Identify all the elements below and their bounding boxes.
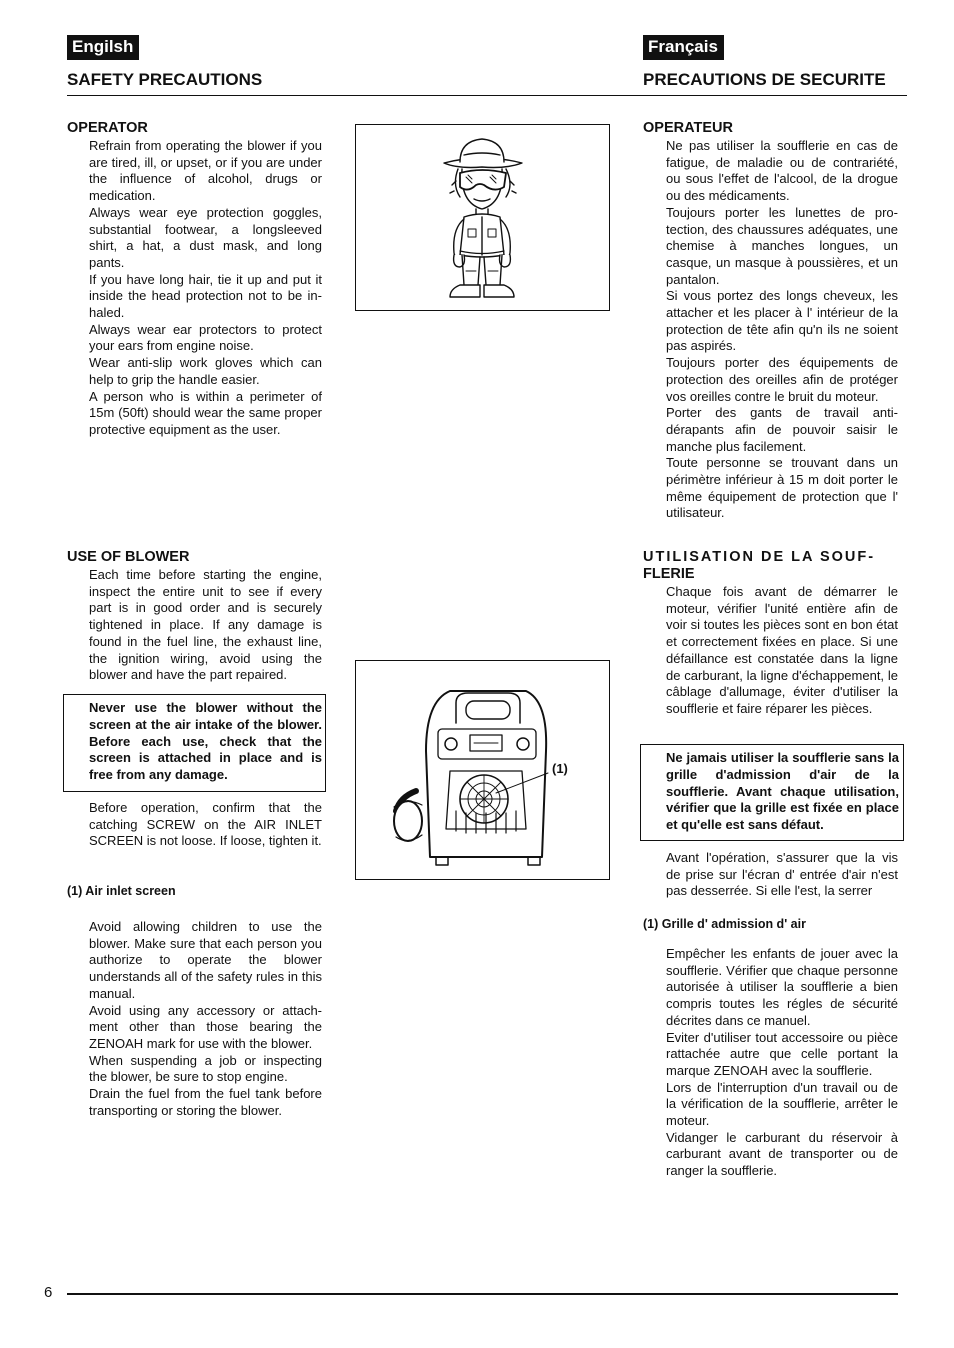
caption-fr: (1) Grille d' admission d' air bbox=[643, 917, 806, 931]
use-text-en bbox=[89, 567, 322, 684]
warning-text-en: Never use the blower without the screen at the air intake of the blower. Before each use, check that the screen is attached in place and is free from any damage. bbox=[89, 700, 322, 783]
use-heading-fr-line1: UTILISATION DE LA SOUF- bbox=[643, 549, 876, 565]
paragraph: Before operation, confirm that the catching SCREW on the AIR INLET SCREEN is not loose. If loose, tighten it. bbox=[89, 800, 322, 849]
section-title-english: SAFETY PRECAUTIONS bbox=[67, 70, 263, 89]
warning-box-en bbox=[63, 694, 326, 792]
operator-text-en bbox=[89, 138, 322, 439]
paragraph: Always wear ear protectors to protect your ears from engine noise. bbox=[89, 321, 322, 354]
paragraph: When suspending a job or inspecting the blower, be sure to stop engine. bbox=[89, 1052, 322, 1085]
paragraph: Eviter d'utiliser tout accessoire ou pièce rattachée autre que celle portant la marque ZENOAH avec la soufflerie. bbox=[666, 1029, 898, 1078]
paragraph: Drain the fuel from the fuel tank before transporting or storing the blower. bbox=[89, 1086, 322, 1118]
language-tag-french: Français bbox=[643, 35, 724, 60]
operator-heading-en: OPERATOR bbox=[67, 120, 148, 136]
paragraph: Toujours porter les lunettes de pro-tection, des chaussures adéquates, une chemise à manches longues, un casque, un masque à poussières, et un pantalon. bbox=[666, 204, 898, 287]
figure-label: (1) bbox=[552, 761, 568, 776]
paragraph: Avoid using any accessory or attach-ment other than those bearing the ZENOAH mark for use with the blower. bbox=[89, 1002, 322, 1051]
paragraph: Si vous portez des longs cheveux, les attacher et les placer à l' intérieur de la protection de tête afin qu'n ils ne soient pas aspirés. bbox=[666, 288, 898, 354]
operator-heading-fr: OPERATEUR bbox=[643, 120, 733, 136]
operator-text-fr bbox=[666, 138, 898, 522]
blower-illustration bbox=[355, 660, 610, 880]
paragraph: Lors de l'interruption d'un travail ou de la vérification de la soufflerie, arrêter le moteur. bbox=[666, 1079, 898, 1129]
paragraph: Vidanger le carburant du réservoir à carburant avant de transporter ou de ranger la soufflerie. bbox=[666, 1129, 898, 1179]
paragraph: Empêcher les enfants de jouer avec la soufflerie. Vérifier que chaque personne autorisée à utiliser la soufflerie a bien compris toutes les régles de sécurité décrites dans ce manuel. bbox=[666, 946, 898, 1028]
paragraph: Avant l'opération, s'assurer que la vis de prise sur l'écran d' entrée d'air n'est pas desserrée. Si elle l'est, la serrer bbox=[666, 850, 898, 899]
language-tag-english: Engilsh bbox=[67, 35, 139, 60]
page-number: 6 bbox=[44, 1284, 53, 1301]
section-title-french: PRECAUTIONS DE SECURITE bbox=[643, 70, 886, 89]
screw-text-fr bbox=[666, 850, 898, 900]
final-text-en bbox=[89, 919, 322, 1119]
paragraph: Toute personne se trouvant dans un périmètre inférieur à 15 m doit porter le même équipement de protection que l' utilisateur. bbox=[666, 455, 898, 521]
operator-illustration bbox=[355, 124, 610, 311]
use-text-fr bbox=[666, 584, 898, 718]
warning-text-fr: Ne jamais utiliser la soufflerie sans la grille d'admission d'air de la soufflerie. Avant chaque utilisation, vérifier que la grille est fixée en place et qu'elle est sans défaut. bbox=[666, 750, 899, 833]
paragraph: Porter des gants de travail anti-dérapants afin de pouvoir saisir le manche plus facilement. bbox=[666, 405, 898, 454]
operator-drawing bbox=[356, 125, 609, 310]
paragraph: Toujours porter des équipements de protection des oreilles afin de protéger vos oreilles contre le bruit du moteur. bbox=[666, 355, 898, 404]
use-heading-en: USE OF BLOWER bbox=[67, 549, 190, 565]
screw-text-en bbox=[89, 800, 322, 850]
footer-rule bbox=[67, 1293, 898, 1295]
header-rule bbox=[67, 95, 907, 96]
paragraph: Chaque fois avant de démarrer le moteur, vérifier l'unité entière afin de voir si toutes les pièces sont en bon état et correctement fixées en place. Si une défaillance est constatée dans la ligne de carburant, la ligne d'échappement, le câblage d'allumage, éviter d'utiliser la soufflerie et faire réparer les pièces. bbox=[666, 584, 898, 716]
paragraph: A person who is within a perimeter of 15m (50ft) should wear the same proper protective equipment as the user. bbox=[89, 388, 322, 437]
paragraph: If you have long hair, tie it up and put it inside the head protection not to be in-haled. bbox=[89, 271, 322, 321]
caption-en: (1) Air inlet screen bbox=[67, 884, 176, 898]
use-heading-fr-line2: FLERIE bbox=[643, 566, 695, 582]
paragraph: Wear anti-slip work gloves which can help to grip the handle easier. bbox=[89, 355, 322, 387]
paragraph: Each time before starting the engine, inspect the entire unit to see if every part is in good order and is securely tightened in place. If any damage is found in the fuel line, the exhaust line, the ignition wiring, avoid using the blower and have the part repaired. bbox=[89, 567, 322, 683]
warning-box-fr bbox=[640, 744, 904, 841]
final-text-fr bbox=[666, 946, 898, 1180]
paragraph: Refrain from operating the blower if you are tired, ill, or upset, or if you are under the influence of alcohol, drugs or medication. bbox=[89, 138, 322, 204]
paragraph: Always wear eye protection goggles, substantial footwear, a longsleeved shirt, a hat, a dust mask, and long pants. bbox=[89, 204, 322, 270]
blower-drawing bbox=[356, 661, 609, 879]
paragraph: Avoid allowing children to use the blower. Make sure that each person you authorize to operate the blower understands all of the safety rules in this manual. bbox=[89, 919, 322, 1001]
paragraph: Ne pas utiliser la soufflerie en cas de fatigue, de maladie ou de contrariété, ou sous l'effet de l'alcool, de la drogue ou des médicaments. bbox=[666, 138, 898, 204]
